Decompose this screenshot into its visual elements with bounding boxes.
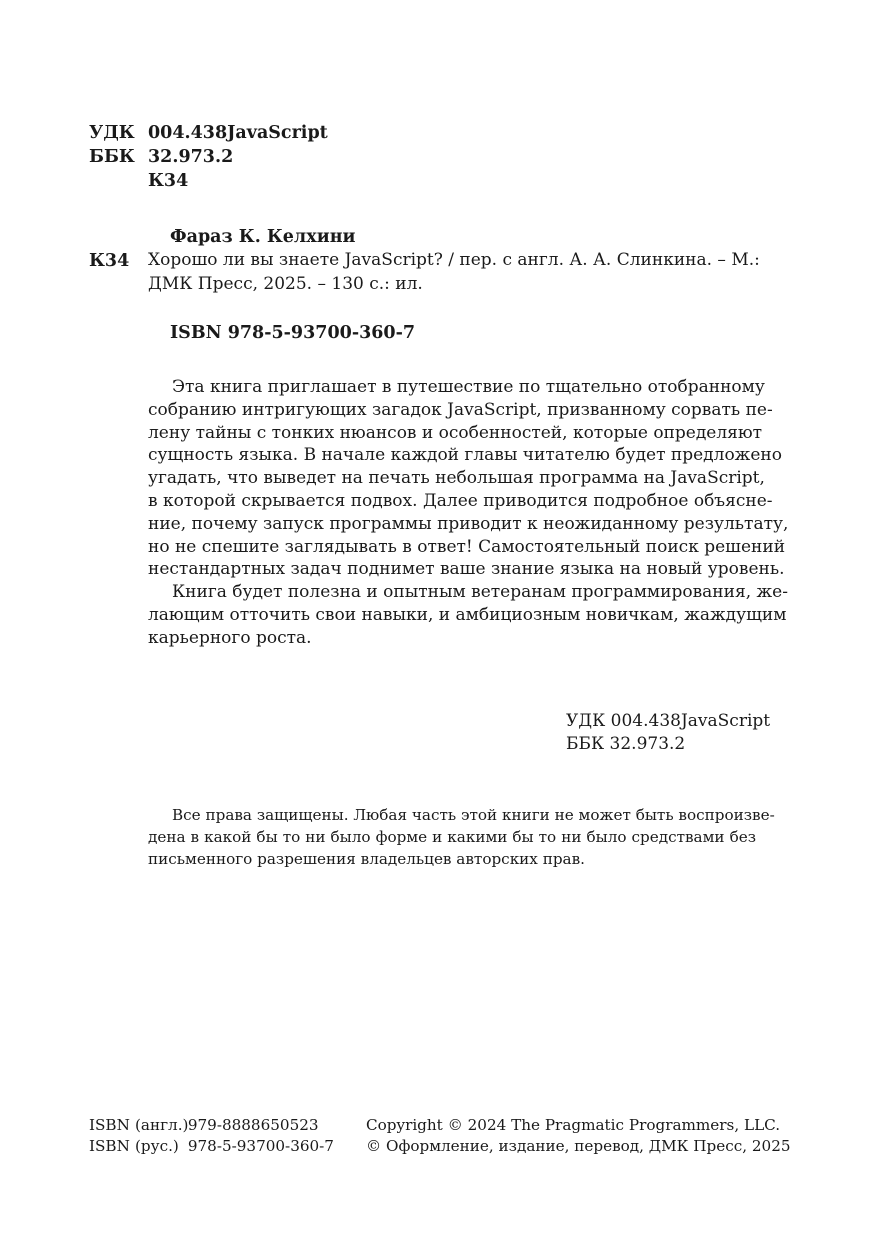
isbn-original-row <box>89 1115 334 1136</box>
bbk-bottom: ББК 32.973.2 <box>566 734 686 754</box>
rights-line: дена в какой бы то ни было форме и какими бы то ни было средствами без <box>148 828 756 846</box>
annotation-line: лающим отточить свои навыки, и амбициозным новичкам, жаждущим <box>148 604 787 625</box>
copyright-translation: © Оформление, издание, перевод, ДМК Пресс, 2025 <box>366 1137 791 1155</box>
annotation-line: в которой скрывается подвох. Далее приводится подробное объясне- <box>148 490 773 511</box>
footer-copyright-block <box>366 1115 791 1157</box>
rights-notice <box>148 804 775 870</box>
annotation-line: но не спешите заглядывать в ответ! Самостоятельный поиск решений <box>148 536 786 557</box>
rights-line: Все права защищены. Любая часть этой книги не может быть воспроизве- <box>172 806 775 824</box>
udk-label: УДК <box>89 123 135 143</box>
annotation-line: Эта книга приглашает в путешествие по тщательно отобранному <box>172 377 765 397</box>
bbk-value: 32.973.2 <box>148 147 234 167</box>
footer-isbn-block <box>89 1115 334 1157</box>
annotation-line: нестандартных задач поднимет ваше знание языка на новый уровень. <box>148 559 785 580</box>
author-mark: К34 <box>89 251 130 271</box>
isbn-label: ISBN <box>89 1137 130 1155</box>
copyright-original: Copyright © 2024 The Pragmatic Programmers, LLC. <box>366 1116 781 1134</box>
author-mark-top: К34 <box>148 171 189 191</box>
isbn-value: 978-5-93700-360-7 <box>187 1137 334 1155</box>
annotation-line: Книга будет полезна и опытным ветеранам программирования, же- <box>172 582 788 603</box>
annotation-line: ние, почему запуск программы приводит к неожиданному результату, <box>148 513 789 534</box>
udk-value: 004.438JavaScript <box>148 123 328 143</box>
author-name: Фараз К. Келхини <box>170 227 356 247</box>
isbn-main: ISBN 978-5-93700-360-7 <box>170 323 416 343</box>
annotation <box>148 376 789 650</box>
isbn-lang: (рус.) <box>135 1137 179 1155</box>
bib-line: ДМК Пресс, 2025. – 130 с.: ил. <box>148 274 423 294</box>
rights-line: письменного разрешения владельцев авторских прав. <box>148 850 585 868</box>
annotation-line: собранию интригующих загадок JavaScript, призванному сорвать пе- <box>148 399 773 420</box>
bbk-label: ББК <box>89 147 135 167</box>
udk-bottom: УДК 004.438JavaScript <box>566 711 771 731</box>
annotation-line: лену тайны с тонких нюансов и особенностей, которые определяют <box>148 422 763 443</box>
isbn-label: ISBN <box>89 1116 130 1134</box>
annotation-line: сущность языка. В начале каждой главы читателю будет предложено <box>148 445 782 466</box>
isbn-value: 979-8888650523 <box>187 1116 319 1134</box>
bib-line: Хорошо ли вы знаете JavaScript? / пер. с англ. А. А. Слинкина. – М.: <box>148 250 760 270</box>
classification-bottom <box>566 710 770 756</box>
isbn-russian-row <box>89 1136 334 1157</box>
isbn-lang: (англ.) <box>135 1116 189 1134</box>
annotation-line: карьерного роста. <box>148 627 312 648</box>
bibliographic-description <box>148 248 760 296</box>
annotation-line: угадать, что выведет на печать небольшая программа на JavaScript, <box>148 468 765 489</box>
